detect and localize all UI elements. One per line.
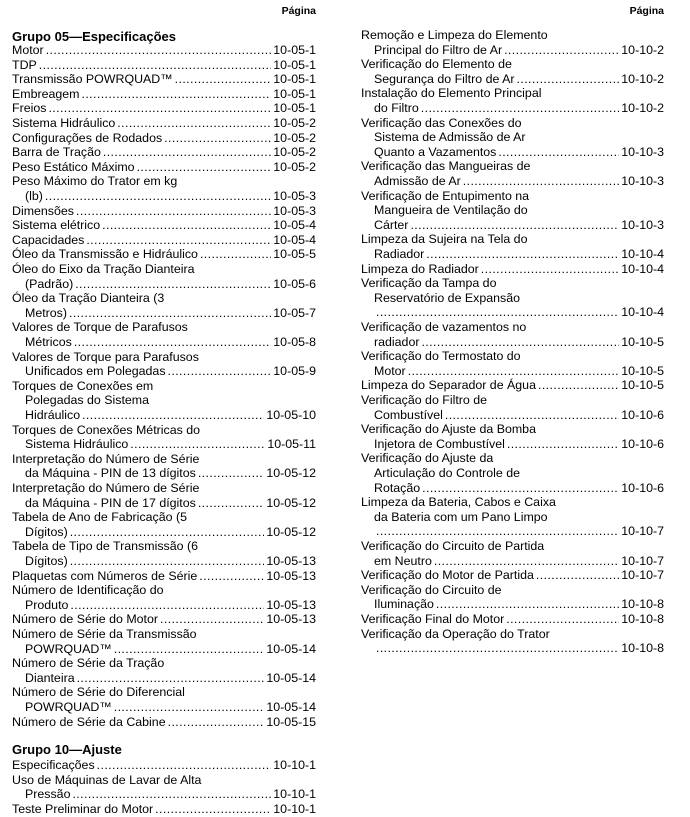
toc-entry-title: Dígitos)	[25, 553, 68, 568]
dot-leader	[504, 43, 619, 58]
dot-leader	[517, 72, 620, 87]
toc-entry[interactable]	[12, 72, 316, 87]
toc-entry-title: Verificação de vazamentos no	[361, 320, 527, 334]
dot-leader	[70, 525, 265, 540]
toc-entry[interactable]	[361, 116, 664, 160]
dot-leader	[434, 554, 619, 569]
toc-entry-title: Motor	[374, 363, 406, 378]
toc-entry-title: Segurança do Filtro de Ar	[374, 71, 515, 86]
toc-entry[interactable]	[12, 174, 316, 203]
toc-entry-page: 10-05-12	[266, 495, 316, 510]
toc-entry-title: Óleo do Eixo da Tração Dianteira	[12, 262, 195, 276]
toc-entry[interactable]	[12, 583, 316, 612]
toc-entry-title: Reservatório de Expansão	[374, 290, 521, 305]
toc-entry-title: Capacidades	[12, 232, 85, 247]
toc-entry[interactable]	[12, 233, 316, 248]
toc-entry-title: Verificação da Operação do Trator	[361, 626, 550, 641]
toc-entry-title: Valores de Torque para Parafusos	[12, 349, 199, 364]
toc-entry[interactable]	[12, 160, 316, 175]
toc-entry-page: 10-05-11	[267, 437, 316, 452]
toc-entry-title: Combustível	[374, 407, 443, 422]
dot-leader	[410, 218, 619, 233]
toc-entry-title: Verificação do Termostato do	[361, 349, 521, 364]
dot-leader	[408, 364, 620, 379]
toc-entry-title: Verificação do Circuito de	[361, 582, 502, 597]
toc-entry-page: 10-10-6	[621, 407, 664, 422]
dot-leader	[463, 174, 620, 189]
toc-entry-page: 10-10-1	[273, 802, 316, 816]
toc-entry-page: 10-10-4	[621, 246, 664, 261]
dot-leader	[200, 247, 271, 262]
dot-leader	[536, 568, 619, 583]
toc-entry[interactable]	[361, 422, 664, 451]
toc-entry-title: Tabela de Ano de Fabricação (5	[12, 510, 187, 525]
toc-entry-title: Mangueira de Ventilação do	[374, 203, 528, 218]
toc-entry[interactable]	[12, 116, 316, 131]
toc-entry-title: Verificação do Elemento de	[361, 57, 512, 72]
toc-entry-page: 10-05-3	[273, 203, 316, 218]
toc-entry-page: 10-05-10	[266, 407, 316, 422]
dot-leader	[77, 671, 265, 686]
dot-leader	[69, 306, 271, 321]
toc-entry[interactable]	[12, 379, 316, 423]
toc-entry-title: Tabela de Tipo de Transmissão (6	[12, 539, 198, 554]
toc-entry-title: Óleo da Transmissão e Hidráulico	[12, 247, 198, 262]
toc-entry[interactable]	[12, 481, 316, 510]
toc-entry[interactable]	[12, 320, 316, 349]
dot-leader	[198, 496, 265, 511]
toc-entry[interactable]	[12, 627, 316, 656]
toc-entry-title: Sistema elétrico	[12, 218, 101, 233]
dot-leader	[421, 335, 619, 350]
toc-entry-title: (Padrão)	[25, 276, 74, 291]
toc-entry-title: Especificações	[12, 758, 95, 773]
toc-entry-title: Limpeza da Bateria, Cabos e Caixa	[361, 495, 556, 510]
toc-entry[interactable]	[12, 539, 316, 568]
toc-entry[interactable]	[12, 510, 316, 539]
dot-leader	[39, 58, 271, 73]
toc-entry-title: Unificados em Polegadas	[25, 364, 166, 379]
toc-entry-title: Sistema Hidráulico	[12, 116, 116, 130]
toc-entry-page: 10-10-6	[621, 436, 664, 451]
dot-leader	[498, 145, 619, 160]
toc-entry-title: Número de Série da Tração	[12, 656, 165, 671]
group-title-especificacoes: Grupo 05—Especificações	[12, 29, 177, 44]
toc-entry-title: Verificação Final do Motor	[361, 612, 505, 626]
toc-entry[interactable]	[12, 569, 316, 584]
toc-entry-title: Uso de Máquinas de Lavar de Alta	[12, 772, 202, 787]
dot-leader	[46, 43, 272, 58]
toc-entry-title: Metros)	[25, 305, 67, 320]
dot-leader	[168, 715, 265, 730]
toc-entry-title: Iluminação	[374, 597, 434, 612]
dot-leader	[168, 364, 272, 379]
toc-entry-page: 10-05-2	[273, 130, 316, 145]
toc-entry-title: Configurações de Rodados	[12, 130, 163, 145]
toc-entry-title: em Neutro	[374, 553, 432, 568]
toc-entry-page: 10-10-8	[621, 612, 664, 626]
toc-entry-page: 10-10-8	[621, 597, 664, 612]
toc-entry-page: 10-05-2	[273, 116, 316, 130]
page-column-header: Página	[629, 5, 664, 17]
toc-entry-page: 10-05-15	[266, 714, 316, 729]
toc-entry-title: Limpeza da Sujeira na Tela do	[361, 232, 528, 247]
page-column-header: Página	[281, 5, 316, 17]
dot-leader	[155, 802, 271, 817]
toc-entry-page: 10-05-7	[273, 305, 316, 320]
toc-entry-title: (lb)	[25, 188, 43, 203]
toc-entry-title: Hidráulico	[25, 407, 81, 422]
dot-leader	[376, 524, 619, 539]
toc-entry-title: Verificação da Tampa do	[361, 276, 497, 291]
dot-leader	[48, 101, 271, 116]
toc-entry[interactable]	[361, 276, 664, 320]
toc-entry-title: Injetora de Combustível	[374, 436, 505, 451]
dot-leader	[422, 481, 619, 496]
toc-entry-title: Limpeza do Radiador	[361, 261, 479, 276]
toc-entry-page: 10-05-1	[273, 101, 316, 116]
toc-entry[interactable]	[361, 86, 664, 115]
toc-entry-title: Interpretação do Número de Série	[12, 451, 200, 466]
toc-entry-title: Barra de Tração	[12, 145, 101, 160]
toc-entry-title: Quanto a Vazamentos	[374, 144, 497, 159]
toc-entry[interactable]	[12, 204, 316, 219]
dot-leader	[75, 277, 271, 292]
group-title-ajuste: Grupo 10—Ajuste	[12, 742, 122, 758]
dot-leader	[445, 408, 619, 423]
toc-entry-title: Polegadas do Sistema	[25, 393, 149, 408]
toc-entry-page: 10-05-1	[273, 72, 316, 87]
toc-entry-title: Motor	[12, 43, 44, 57]
toc-entry-page: 10-05-13	[266, 612, 316, 627]
toc-entry-title: Verificação das Mangueiras de	[361, 159, 531, 174]
toc-entry-page: 10-10-4	[621, 305, 664, 320]
toc-entry-page: 10-10-8	[621, 641, 664, 656]
toc-entry-page: 10-10-3	[621, 144, 664, 159]
dot-leader	[421, 101, 620, 116]
toc-entry-page: 10-10-4	[621, 261, 664, 276]
dot-leader	[76, 204, 271, 219]
toc-entry-title: Verificação das Conexões do	[361, 115, 522, 130]
toc-entry-title: Verificação do Ajuste da	[361, 451, 494, 466]
toc-entry-title: Produto	[25, 597, 69, 612]
toc-entry-page: 10-05-12	[266, 524, 316, 539]
toc-entry[interactable]	[361, 451, 664, 495]
dot-leader	[97, 758, 272, 773]
toc-entry-title: POWRQUAD™	[25, 699, 112, 714]
dot-leader	[481, 262, 619, 277]
toc-entry-title: do Filtro	[374, 100, 419, 115]
toc-entry-page: 10-05-4	[273, 232, 316, 247]
toc-entry-page: 10-10-1	[273, 787, 316, 802]
toc-entry-title: Admissão de Ar	[374, 173, 461, 188]
toc-entry-page: 10-05-9	[273, 364, 316, 379]
toc-entry-title: Torques de Conexões em	[12, 378, 154, 393]
toc-entry-title: Instalação do Elemento Principal	[361, 86, 542, 101]
toc-entry-page: 10-05-13	[266, 597, 316, 612]
toc-entry-title: Pressão	[25, 787, 71, 802]
toc-entry-page: 10-05-1	[273, 57, 316, 72]
toc-entry-title: Limpeza do Separador de Água	[361, 378, 536, 393]
toc-entry-page: 10-10-2	[621, 100, 664, 115]
dot-leader	[117, 116, 271, 131]
toc-entry-page: 10-05-2	[273, 159, 316, 174]
toc-entry[interactable]	[361, 627, 664, 656]
toc-entry[interactable]	[361, 612, 664, 627]
toc-entry[interactable]	[12, 218, 316, 233]
toc-entry-page: 10-10-2	[621, 71, 664, 86]
toc-entry[interactable]	[361, 349, 664, 378]
dot-leader	[137, 160, 272, 175]
toc-entry[interactable]	[361, 378, 664, 393]
toc-entry-title: Torques de Conexões Métricas do	[12, 422, 201, 437]
dot-leader	[103, 145, 271, 160]
toc-entry[interactable]	[12, 773, 316, 802]
toc-entry-title: Verificação do Circuito de Partida	[361, 539, 545, 553]
toc-entry-page: 10-05-13	[266, 553, 316, 568]
toc-entry[interactable]	[361, 393, 664, 422]
toc-entry[interactable]	[361, 262, 664, 277]
dot-leader	[436, 597, 619, 612]
toc-entry[interactable]	[12, 423, 316, 452]
toc-entry-page: 10-10-5	[621, 334, 664, 349]
toc-entry-page: 10-05-8	[273, 334, 316, 349]
toc-entry-page: 10-05-6	[273, 276, 316, 291]
toc-entry-page: 10-05-13	[266, 568, 316, 583]
toc-entry[interactable]	[12, 291, 316, 320]
toc-entry-page: 10-05-14	[266, 699, 316, 714]
toc-entry-title: Embreagem	[12, 86, 80, 101]
toc-entry-title: Interpretação do Número de Série	[12, 481, 200, 495]
toc-entry-title: Remoção e Limpeza do Elemento	[361, 28, 548, 42]
toc-entry-page: 10-10-5	[621, 378, 664, 393]
dot-leader	[507, 437, 619, 452]
toc-entry-title: Peso Máximo do Trator em kg	[12, 174, 178, 189]
dot-leader	[538, 378, 619, 393]
dot-leader	[82, 408, 264, 423]
toc-entry[interactable]	[361, 320, 664, 349]
toc-entry-title: Transmissão POWRQUAD™	[12, 72, 173, 87]
toc-entry[interactable]	[361, 232, 664, 261]
toc-entry-title: da Máquina - PIN de 17 dígitos	[25, 495, 196, 510]
toc-entry-title: POWRQUAD™	[25, 641, 112, 656]
toc-entry-title: Óleo da Tração Dianteira (3	[12, 291, 165, 306]
toc-entry-page: 10-05-14	[266, 670, 316, 685]
toc-column-right	[361, 0, 664, 806]
toc-entry[interactable]	[361, 28, 664, 57]
toc-entry[interactable]	[12, 715, 316, 730]
toc-entry[interactable]	[12, 58, 316, 73]
dot-leader	[70, 598, 264, 613]
toc-entry-title: Valores de Torque de Parafusos	[12, 320, 188, 335]
toc-entry-title: Sistema Hidráulico	[25, 437, 129, 452]
toc-entry-page: 10-10-2	[621, 42, 664, 57]
toc-entry[interactable]	[12, 101, 316, 116]
toc-entry-page: 10-10-1	[273, 758, 316, 773]
toc-entry-title: Número de Série do Motor	[12, 612, 159, 627]
toc-entry[interactable]	[12, 656, 316, 685]
toc-entry-title: Principal do Filtro de Ar	[374, 42, 503, 57]
toc-entry[interactable]	[361, 568, 664, 583]
dot-leader	[82, 87, 272, 102]
dot-leader	[160, 612, 264, 627]
toc-entry-title: Teste Preliminar do Motor	[12, 802, 154, 816]
toc-entry[interactable]	[361, 189, 664, 233]
toc-entry-page: 10-05-4	[273, 218, 316, 233]
toc-entry[interactable]	[12, 802, 316, 817]
dot-leader	[130, 437, 265, 452]
toc-entry[interactable]	[361, 159, 664, 188]
toc-entry-page: 10-05-2	[273, 145, 316, 160]
toc-entry-page: 10-10-3	[621, 173, 664, 188]
toc-entry[interactable]	[12, 350, 316, 379]
toc-column-left	[12, 0, 316, 816]
toc-entry-page: 10-10-5	[621, 363, 664, 378]
toc-entry-title: Freios	[12, 101, 47, 116]
toc-entry-title: Verificação do Filtro de	[361, 393, 488, 407]
toc-entry-page: 10-05-1	[273, 43, 316, 57]
toc-entry-title: Verificação do Motor de Partida	[361, 568, 534, 583]
toc-entry[interactable]	[12, 87, 316, 102]
toc-entry-page: 10-10-7	[621, 568, 664, 583]
toc-entry-title: da Bateria com um Pano Limpo	[374, 509, 548, 524]
toc-entry-title: Número de Identificação do	[12, 583, 164, 598]
toc-entry-page: 10-05-5	[273, 247, 316, 262]
toc-entry-page: 10-05-3	[273, 188, 316, 203]
toc-entry-title: Radiador	[374, 246, 425, 261]
toc-entry-title: Dimensões	[12, 203, 74, 218]
toc-entry-title: Articulação do Controle de	[374, 465, 521, 480]
toc-entry-page: 10-10-7	[621, 524, 664, 539]
toc-entry[interactable]	[12, 247, 316, 262]
toc-entry-title: Número de Série da Transmissão	[12, 627, 197, 641]
toc-entry[interactable]	[361, 57, 664, 86]
toc-entry[interactable]	[12, 145, 316, 160]
toc-entry[interactable]	[12, 612, 316, 627]
toc-entry-title: radiador	[374, 334, 420, 349]
dot-leader	[86, 233, 271, 248]
toc-entry-title: Plaquetas com Números de Série	[12, 568, 198, 583]
toc-entry[interactable]	[12, 131, 316, 146]
dot-leader	[376, 641, 619, 656]
toc-entry-page: 10-10-7	[621, 553, 664, 568]
dot-leader	[175, 72, 272, 87]
dot-leader	[70, 554, 265, 569]
dot-leader	[199, 569, 264, 584]
dot-leader	[72, 787, 271, 802]
toc-entry[interactable]	[12, 43, 316, 58]
toc-entry[interactable]	[12, 758, 316, 773]
toc-entry-title: Número de Série do Diferencial	[12, 685, 185, 700]
toc-entry-title: Sistema de Admissão de Ar	[374, 130, 526, 145]
toc-entry-title: da Máquina - PIN de 13 dígitos	[25, 466, 196, 481]
dot-leader	[506, 612, 619, 627]
toc-entry-page: 10-05-1	[273, 86, 316, 101]
toc-entry[interactable]	[12, 262, 316, 291]
toc-entry[interactable]	[361, 583, 664, 612]
toc-entry-page: 10-05-12	[266, 466, 316, 481]
toc-entry-title: Número de Série da Cabine	[12, 714, 166, 729]
dot-leader	[102, 218, 271, 233]
dot-leader	[426, 247, 619, 262]
dot-leader	[74, 335, 271, 350]
toc-entry-title: Rotação	[374, 480, 421, 495]
toc-entry[interactable]	[12, 452, 316, 481]
toc-entry-title: Métricos	[25, 334, 72, 349]
toc-entry-page: 10-10-3	[621, 217, 664, 232]
toc-entry[interactable]	[12, 685, 316, 714]
dot-leader	[114, 700, 265, 715]
toc-entry-title: Verificação do Ajuste da Bomba	[361, 422, 536, 437]
toc-entry-page: 10-05-14	[266, 641, 316, 656]
toc-entry-title: Dígitos)	[25, 524, 68, 539]
dot-leader	[376, 305, 619, 320]
toc-entry-title: Peso Estático Máximo	[12, 159, 135, 174]
dot-leader	[45, 189, 271, 204]
toc-entry-title: Verificação de Entupimento na	[361, 188, 530, 203]
toc-entry-title: Dianteira	[25, 670, 75, 685]
toc-entry-title: TDP	[12, 57, 37, 72]
toc-entry-page: 10-10-6	[621, 480, 664, 495]
dot-leader	[198, 466, 265, 481]
toc-entry[interactable]	[361, 539, 664, 568]
dot-leader	[164, 131, 271, 146]
dot-leader	[114, 642, 265, 657]
toc-entry-title: Cárter	[374, 217, 409, 232]
toc-entry[interactable]	[361, 495, 664, 539]
